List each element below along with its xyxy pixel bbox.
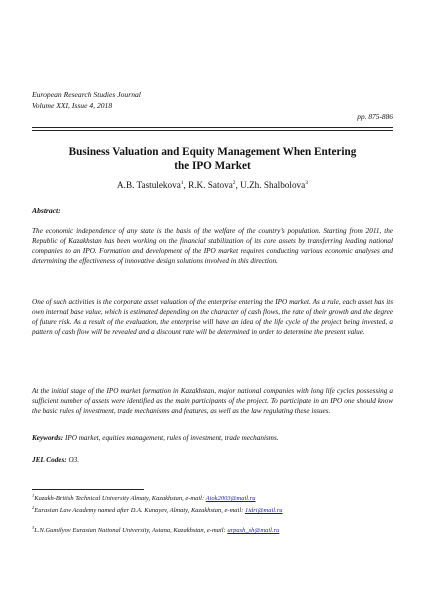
footnote-text: Kazakh-British Technical University Almaty, Kazakhstan, e-mail: [34, 495, 206, 503]
author-separator: , [235, 180, 241, 191]
abstract-paragraph: One of such activities is the corporate asset valuation of the enterprise entering the IPO market. As a rule, each asset has its own internal base value, which is estimated depending on the character of cash flows, the rate of their growth and the degree of future risk. As a result of the evaluation, the enterprise will have an idea of the life cycle of the project being invested, a pattern of cash flow will be revealed and a discount rate will be determined in order to determine the present value. [32, 298, 393, 337]
footnote-mark: 2 [32, 505, 35, 510]
jel-codes [32, 456, 79, 464]
keywords-label: Keywords: [32, 434, 64, 442]
author-affiliation-mark: 3 [305, 180, 308, 186]
jel-codes-text: O3. [68, 456, 80, 464]
abstract-paragraph: The economic independence of any state is the basis of the welfare of the country’s population. Starting from 2011, the Republic of Kazakhstan has been working on the financial stabilization of its core assets by transferring leading national companies to an IPO. Formation and development of the IPO market requires conducting various economic analyses and determining the effectiveness of innovative design solutions involved in this direction. [32, 227, 393, 266]
footnote-rule [32, 489, 144, 490]
footnote-text: L.N.Gumilyov Eurasian National University, Astana, Kazakhstan, e-mail: [34, 527, 228, 535]
header-rule-top [32, 127, 393, 128]
footnote-mark: 3 [32, 525, 35, 530]
footnote [32, 524, 393, 536]
author-list [32, 180, 393, 190]
author-affiliation-mark: 2 [232, 180, 236, 186]
paper-title: Business Valuation and Equity Management When Entering the IPO Market [68, 146, 357, 172]
abstract-label: Abstract: [32, 206, 61, 215]
footnote-email-link[interactable]: urpash_sh@mail.ru [227, 527, 280, 535]
keywords-text: IPO market, equities management, rules of investment, trade mechanisms. [64, 434, 279, 442]
journal-name: European Research Studies Journal [32, 90, 141, 99]
header-rule-bottom [32, 130, 393, 131]
footnote-email-link[interactable]: Aiok2003@mail.ru [205, 495, 256, 503]
keywords [32, 434, 393, 442]
footnote [32, 504, 393, 516]
author-name: R.K. Satova [188, 180, 233, 191]
footnote [32, 492, 393, 504]
footnote-text: Eurasian Law Academy named after D.A. Kunayev, Almaty, Kazakhstan, e-mail: [34, 507, 245, 515]
abstract-paragraph: At the initial stage of the IPO market formation in Kazakhstan, major national companies with long life cycles possessing a sufficient number of assets were identified as the main participants of the project. To participate in an IPO one should know the basic rules of investment, trade mechanisms and features, as well as the law regulating these issues. [32, 387, 393, 416]
author-affiliation-mark: 1 [180, 180, 184, 186]
author-name: U.Zh. Shalbolova [240, 180, 306, 191]
author-separator: , [183, 180, 189, 191]
footnote-mark: 1 [32, 493, 35, 498]
journal-header [32, 90, 141, 111]
author-name: A.B. Tastulekova [117, 180, 181, 191]
page-range: pp. 875-886 [357, 112, 393, 121]
footnote-email-link[interactable]: 1idri@mail.ru [244, 507, 283, 515]
jel-codes-label: JEL Codes: [32, 456, 67, 464]
journal-volume-issue: Volume XXI, Issue 4, 2018 [32, 100, 113, 110]
